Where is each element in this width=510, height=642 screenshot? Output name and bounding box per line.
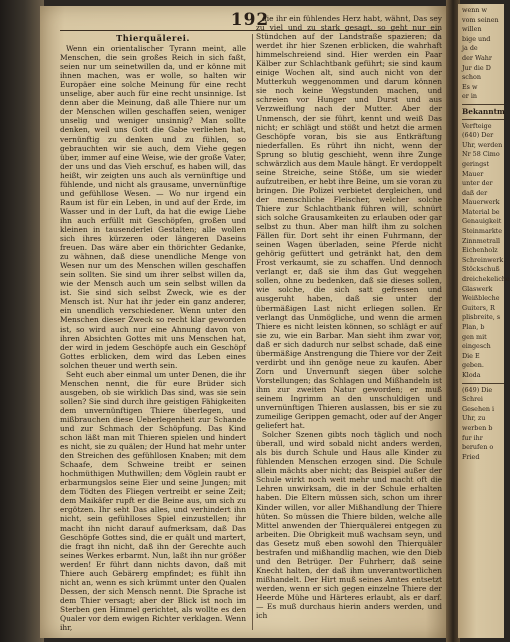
fragment-line: Glaswerk bbox=[462, 284, 493, 293]
left-column bbox=[60, 34, 246, 634]
fragment-line: Plan, b bbox=[462, 323, 485, 331]
fragment-line: Zinnmetrall bbox=[462, 236, 501, 245]
paragraph: Seht euch aber einmal um unter Denen, die ihr Menschen nennt, die für eure Brüder sich ausgeben, ob sie wirklich Das sind, was sie sein sollen? Sie sind durch ihre geistigen Fähigkeiten dem unvernünftigen Thiere überlegen, und mißbrauchen diese Ueberlegenheit zur Schande und zur Schmach der Schöpfung. Das Kind schon läßt man mit Thieren spielen und hindert es nicht, sie zu quälen; der Hund hat mehr unter den Streichen des gefühllosen Knaben; mit dem Schaafe, dem Schweine treibt er seinen hochmüthigen Muthwillen; dem Vöglein raubt er erbarmungslos seine Eier und seine Jungen; mit dem Tödten des Fliegen vertreibt er seine Zeit; dem Maikäfer rupft er die Beine aus, um sich zu ergötzen. Ihr seht Das alles, und verhindert ihn nicht, sein gefühlloses Spiel einzustellen; ihr macht ihn nicht darauf aufmerksam, daß Das Geschöpfe Gottes sind, die er quält und martert, die fragt ihn nicht, daß ihn der Gerechte auch seines Werkes erbarmt. Nun, laßt ihn nur größer werden! Er führt dann nichts davon, daß mit Thiere auch Gebärerg empfindet; es fühlt ihn nicht an, wenn es sich krümmt unter den Qualen Dessen, der sich Mensch nennt. Die Sprache ist dem Thier versagt; aber der Blick ist noch im Sterben gen Himmel gerichtet, als wollte es den Qualer vor dem ewigen Richter verklagen. Wenn ihr, bbox=[60, 369, 246, 633]
right-column bbox=[256, 14, 442, 634]
fragment-line: wenn w bbox=[462, 6, 487, 14]
fragment-line: unter der bbox=[462, 179, 493, 188]
paragraph: die ihr ein fühlendes Herz habt, wähnt, Das sey zu viel und zu stark gesagt, so geht nur ein Stündchen auf der Landstraße spazieren; da werdet ihr hier Szenen erblicken, die wahrhaft himmelschreiend sind. Hier werden ein Paar Kälber zur Schlachtbank geführt; sie sind kaum einige Wochen alt, sind auch nicht von der Mutterkuh weggenommen und darum können sie noch keine Wegstunden machen, und schreien vor Hunger und Durst und aus Verzweiflung nach der Mutter. Aber der Unmensch, der sie führt, kennt und weiß Das nicht; er schlägt und stößt und hetzt die armen Geschöpfe voran, bis sie aus Entkräftung niederfallen. Es rührt ihn nicht, wenn der Sprung so blutig geschieht, wenn ihre Zunge schwärzlich aus dem Maule hängt. Er verdoppelt seine Streiche, seine Stöße, um sie wieder aufzutreiben, er hebt ihre Beine, um sie voran zu bringen. Die Polizei verbietet dergleichen, und der menschliche Fleischer, welcher solche Thiere zur Schlachtbank führen will, schnürt sich solche Grausamkeiten zu erlauben oder gar selbst zu thun. Aber man hilft ihm zu solchen Fällen für. Dort seht ihr einen Fuhrmann, der seinen Wagen überladen, seine Pferde nicht gehörig gefüttert und getränkt hat, den dem Frost verkaumt, sie zu schaffen. Und dennoch verlangt er, daß sie ihm das Gut weggehen sollen, ohne zu bedenken, daß sie dieses sollen, wie solche, die sich satt gefressen und ausgeruht haben, daß sie unter der übermäßigen Last nicht erliegen sollen. Er verlangt das Unmögliche, und wenn die armen Thiere es nicht leisten können, so schlägt er auf sie zu, wie ein Barbar. Man sieht ihm zwar vor, daß er sich dadurch nur selbst schade, daß eine übermäßige Anstrengung die Thiere vor der Zeit verdirbt und ihn genöge neue zu kaufen. Aber Zorn und Unvernunft siegen über solche Vorstellungen; das Schlagen und Mißhandeln ist ihm zur zweiten Natur geworden; er muß seinem Ingrimm an den unschuldigen und unvernünftigen Thieren auslassen, bis er sie zu zumeilige Gerippen gemacht, oder auf der Anger geliefert hat. bbox=[256, 14, 442, 431]
fragment-line: Nr 58 Cimo bbox=[462, 150, 500, 159]
fragment-line: Stöckschuß bbox=[462, 265, 500, 274]
fragment-line: (640) Der bbox=[462, 131, 494, 140]
adjacent-page-text bbox=[462, 6, 510, 636]
page-number: 192 bbox=[230, 10, 270, 30]
fragment-heading: Bekanntm bbox=[462, 106, 505, 116]
fragment-line: daß der bbox=[462, 188, 488, 197]
fragment-line: Material be bbox=[462, 207, 500, 216]
fragment-line: werben b bbox=[462, 423, 493, 432]
fragment-line: ja de bbox=[462, 44, 478, 53]
fragment-line: er in bbox=[462, 92, 478, 101]
fragment-line: plisbreite, s bbox=[462, 313, 501, 322]
fragment-line: Steinmarkte bbox=[462, 227, 503, 236]
fragment-line: Weißbleche bbox=[462, 294, 500, 303]
fragment-line: geringst bbox=[462, 159, 490, 168]
fragment-line: Jur die D bbox=[462, 63, 491, 72]
fragment-line: Kloda bbox=[462, 370, 481, 379]
fragment-line: bige und bbox=[462, 34, 491, 43]
section-rule bbox=[462, 104, 504, 105]
fragment-line: Uhr, zu bbox=[462, 414, 486, 423]
section-rule bbox=[462, 119, 504, 120]
fragment-line: Gesehen i bbox=[462, 404, 495, 413]
fragment-line: Verfteige bbox=[462, 121, 492, 130]
fragment-line: schon bbox=[462, 73, 481, 82]
fragment-line: der Wahr bbox=[462, 53, 492, 62]
fragment-line: Eichenholz bbox=[462, 246, 498, 255]
fragment-line: willen bbox=[462, 25, 482, 34]
fragment-line: Mauerwerk bbox=[462, 198, 500, 207]
fragment-line: Genauigkeit bbox=[462, 217, 502, 226]
section-rule bbox=[462, 383, 504, 384]
fragment-line: dreichekeliche bbox=[462, 275, 510, 284]
fragment-line: fur ihr bbox=[462, 433, 483, 442]
fragment-line: Fried bbox=[462, 452, 480, 461]
fragment-line: geben. bbox=[462, 361, 484, 370]
article-title: Thierquälerei. bbox=[116, 33, 190, 43]
fragment-line: Schreinwerk bbox=[462, 255, 504, 264]
paragraph: Solcher Szenen gibts noch täglich und noch überall, und wird sobald nicht anders werden, als bis durch Schule und Haus alle Kinder zu fühlenden Menschen erzogen sind. Die Schule allein mächts aber nicht; das Beispiel außer der Schule wirkt noch weit mehr und macht oft die Lehren unwirksam, die in der Schule erhalten haben. Die Eltern müssen sich, schon um ihrer Kinder willen, vor aller Mißhandlung der Thiere hüten. So müssen die Thiere bilden, welche alle Mittel anwenden der Thierquälerei entgegen zu arbeiten. Die Obrigkeit muß wachsam seyn, und das Gesetz muß eben sowohl den Thierquäler bestrafen und mißhandlig machen, wie den Dieb und den Betrüger. Der Fuhrherr, daß seine Knecht halten, der daß ihm unverantwortlichen mißhandelt. Der Hirt muß seines Amtes entsetzt werden, wenn er sich gegen einzelne Thiere der Heerde Mühe und Härteres erlaubt, als er darf. — Es muß durchaus hierin anders werden, und ich bbox=[256, 430, 442, 621]
fragment-line: vom seinen bbox=[462, 15, 499, 24]
column-divider bbox=[252, 34, 253, 630]
fragment-line: Schrei bbox=[462, 395, 483, 404]
fragment-line: Es w bbox=[462, 82, 478, 91]
fragment-line: Uhr, werden bbox=[462, 140, 503, 149]
fragment-line: Guiters, R bbox=[462, 303, 495, 312]
fragment-line: Die E bbox=[462, 351, 480, 360]
paragraph: Wenn ein orientalischer Tyrann meint, alle Menschen, die sein großes Reich in sich faßt, seien nur um seinetwillen da, und er könne mit ihnen machen, was er wolle, so halten wir Europäer eine solche Meinung für eine recht unselige, aber auch für eine recht unsinnige. Ist denn aber die Meinung, daß alle Thiere nur um der Menschen willen geschaffen seien, weniger unselig und weniger unsinnig? Man sollte denken, weil uns Gott die Gabe verliehen hat, vernünftig zu denken und zu fühlen, so gebrauchten wir sie auch, dem Viehe gegen über, immer auf eine Weise, wie der große Vater, der uns und das Vieh erschuf, es haben will, das heißt, wir zeigten uns auch als vernünftige und fühlende, und nicht als grausame, unvernünftige und gefühllose Wesen. — Wo nur irgend ein Raum ist für ein Leben, in und auf der Erde, im Wasser und in der Luft, da hat die ewige Liebe ihn auch erfüllt mit Geschöpfen, großen und kleinen in tausenderlei Gestalten; alle wollen sich ihres kürzeren oder längeren Daseins freuen. Das wäre aber ein thörichter Gedanke, zu wähnen, daß diese unendliche Menge von Wesen nur um des Menschen willen geschaffen sein sollten. Sie sind um ihrer selbst willen da, wie der Mensch auch um sein selbst willen da ist. Sie sind sich selbst Zweck, wie es der Mensch ist. Nur hat ihr jeder ein ganz anderer, ein unendlich verschiedener. Wenn unter den Menschen dieser Zweck so recht klar geworden ist, so wird auch nur eine Ahnung davon von ihren Absichten Gottes mit uns Menschen hat, der wird in jedem Geschöpfe auch ein Geschöpf Gottes erblicken, dem wird das Leben eines solchen theuer und werth sein. bbox=[60, 44, 246, 370]
fragment-line: (649) Die bbox=[462, 385, 493, 394]
fragment-line: eingesch bbox=[462, 342, 491, 351]
fragment-line: berufen o bbox=[462, 443, 494, 452]
fragment-line: gen mit bbox=[462, 332, 487, 341]
fragment-line: Mauer bbox=[462, 169, 484, 178]
previous-page-edge bbox=[0, 0, 44, 642]
